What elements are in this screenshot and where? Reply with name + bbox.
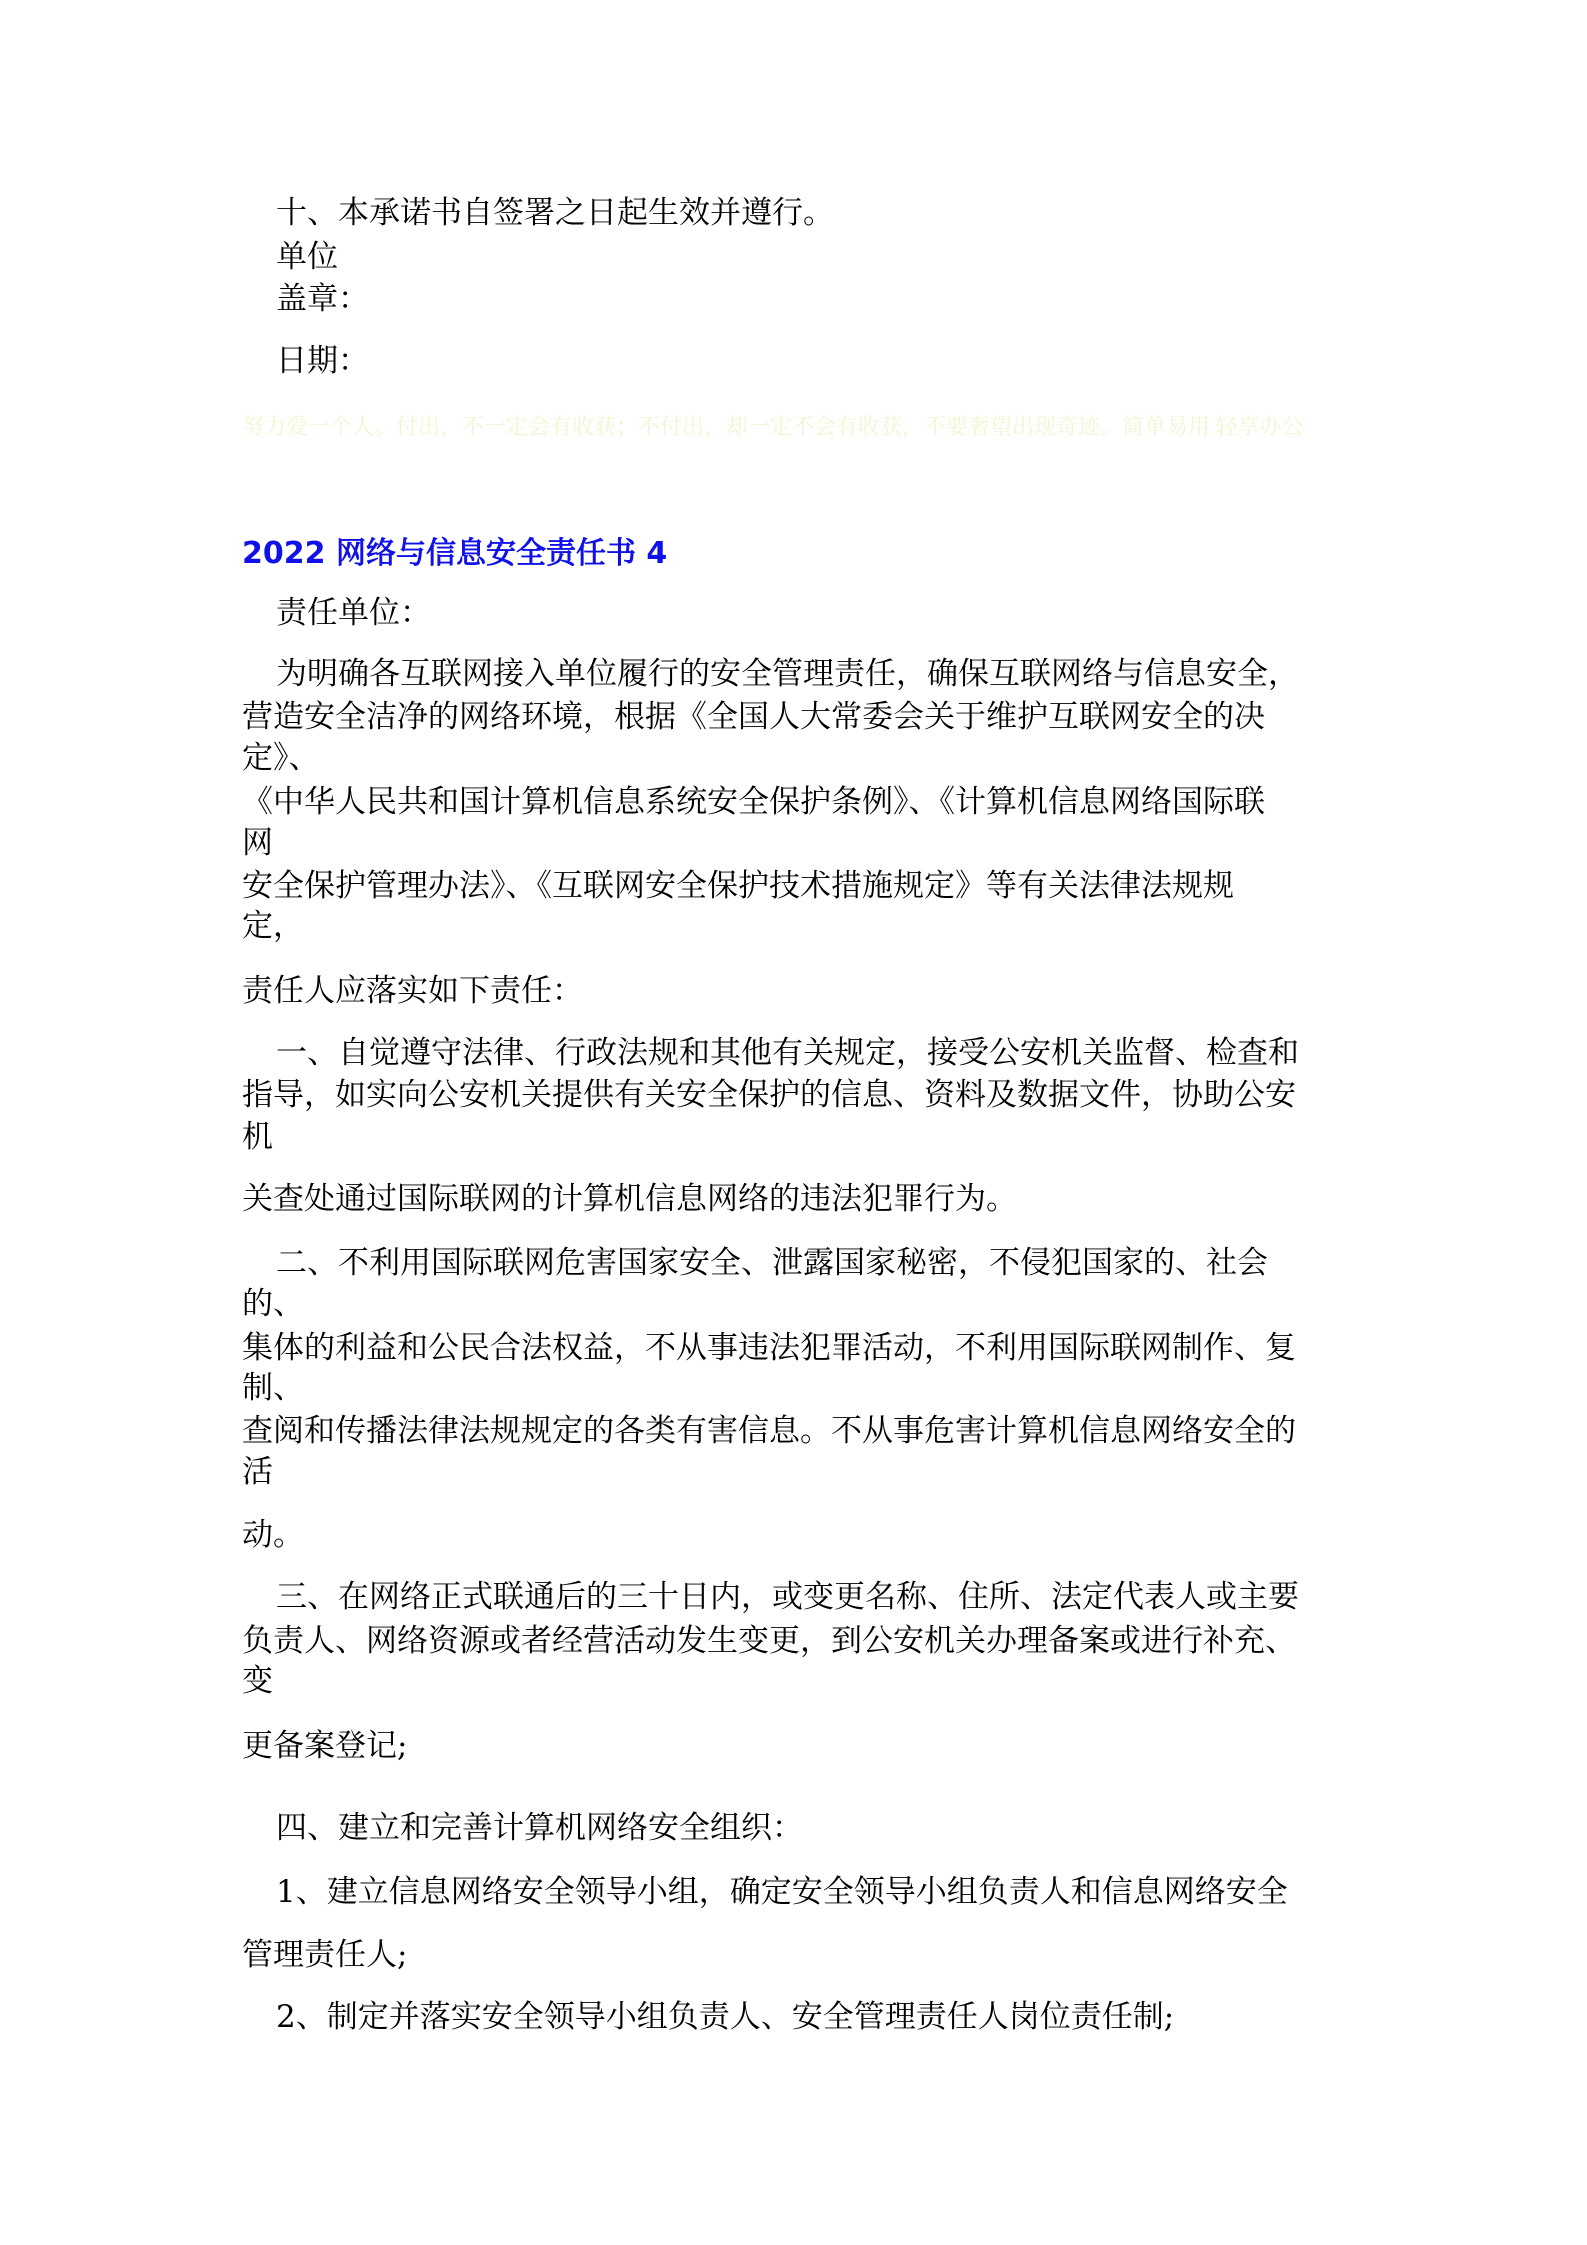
doc-line: 关查处通过国际联网的计算机信息网络的违法犯罪行为。 <box>242 1181 1017 1217</box>
doc-line: 网 <box>242 825 273 861</box>
doc-line: 2、制定并落实安全领导小组负责人、安全管理责任人岗位责任制; <box>276 1999 1175 2035</box>
doc-line: 指导，如实向公安机关提供有关安全保护的信息、资料及数据文件，协助公安 <box>242 1077 1296 1113</box>
doc-line: 1、建立信息网络安全领导小组，确定安全领导小组负责人和信息网络安全 <box>276 1874 1288 1910</box>
date-label: 日期： <box>276 343 369 379</box>
doc-line: 定， <box>242 908 304 944</box>
doc-line: 三、在网络正式联通后的三十日内，或变更名称、住所、法定代表人或主要 <box>276 1579 1299 1615</box>
doc-line: 安全保护管理办法》、《互联网安全保护技术措施规定》等有关法律法规规 <box>242 868 1234 904</box>
unit-label: 单位 <box>276 239 338 275</box>
doc-line: 管理责任人; <box>242 1937 408 1973</box>
doc-line: 为明确各互联网接入单位履行的安全管理责任，确保互联网络与信息安全， <box>276 656 1299 692</box>
faint-watermark-note: 努力爱一个人。付出，不一定会有收获；不付出，却一定不会有收获，不要奢望出现奇迹。简单易用 轻享办公 <box>242 414 1304 439</box>
doc-line: 责任人应落实如下责任： <box>242 973 583 1009</box>
seal-label: 盖章： <box>276 281 369 317</box>
doc-line: 查阅和传播法律法规规定的各类有害信息。不从事危害计算机信息网络安全的 <box>242 1413 1296 1449</box>
doc-line: 四、建立和完善计算机网络安全组织： <box>276 1810 803 1846</box>
doc-line: 机 <box>242 1119 273 1155</box>
section-heading: 2022 网络与信息安全责任书 4 <box>242 536 668 571</box>
doc-line: 的、 <box>242 1286 304 1322</box>
doc-line: 动。 <box>242 1517 304 1553</box>
doc-line: 《中华人民共和国计算机信息系统安全保护条例》、《计算机信息网络国际联 <box>242 784 1265 820</box>
doc-line: 负责人、网络资源或者经营活动发生变更，到公安机关办理备案或进行补充、 <box>242 1623 1296 1659</box>
clause-10: 十、本承诺书自签署之日起生效并遵行。 <box>276 195 834 231</box>
doc-line: 定》、 <box>242 740 320 776</box>
doc-line: 制、 <box>242 1370 304 1406</box>
doc-line: 责任单位： <box>276 595 431 631</box>
doc-line: 集体的利益和公民合法权益，不从事违法犯罪活动，不利用国际联网制作、复 <box>242 1330 1296 1366</box>
doc-line: 更备案登记; <box>242 1728 408 1764</box>
doc-line: 二、不利用国际联网危害国家安全、泄露国家秘密，不侵犯国家的、社会 <box>276 1245 1268 1281</box>
doc-line: 营造安全洁净的网络环境，根据《全国人大常委会关于维护互联网安全的决 <box>242 699 1265 735</box>
doc-line: 活 <box>242 1454 273 1490</box>
doc-line: 一、自觉遵守法律、行政法规和其他有关规定，接受公安机关监督、检查和 <box>276 1035 1299 1071</box>
doc-line: 变 <box>242 1663 273 1699</box>
